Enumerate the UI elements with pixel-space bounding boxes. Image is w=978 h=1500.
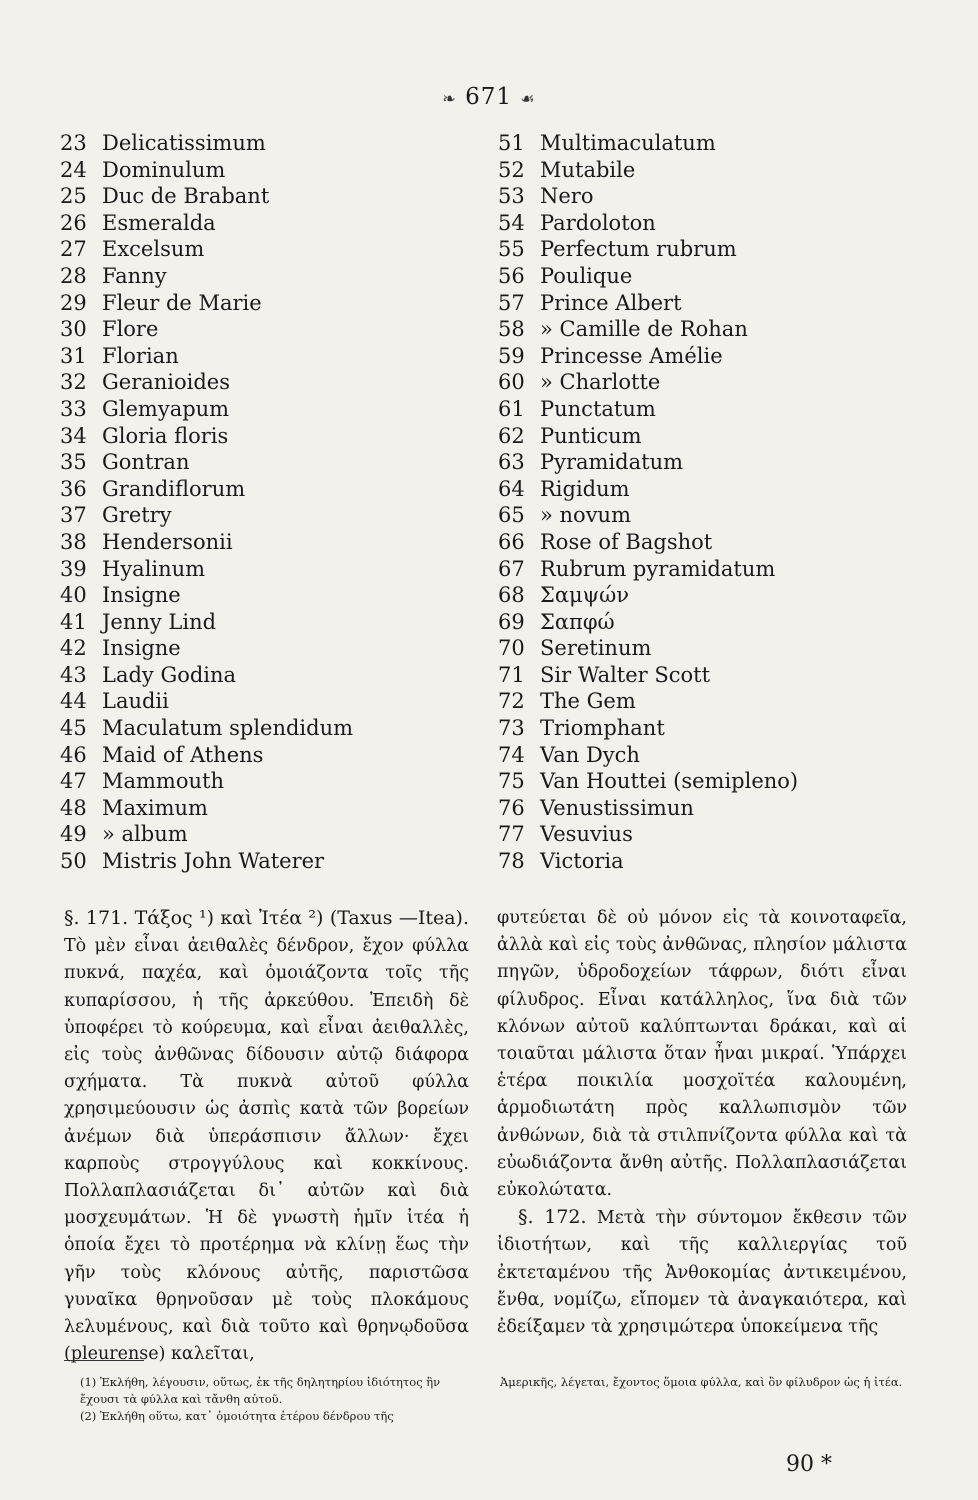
list-item: 51 Multimaculatum xyxy=(498,131,716,155)
list-item: 35 Gontran xyxy=(60,450,190,475)
list-item: 66 Rose of Bagshot xyxy=(498,529,713,554)
list-item: 70 Seretinum xyxy=(498,636,652,661)
section-171-text xyxy=(64,905,469,1368)
list-item: 40 Insigne xyxy=(60,583,181,608)
list-item: 78 Victoria xyxy=(498,849,624,874)
list-item: 68 Σαμψών xyxy=(498,583,630,608)
list-item: 53 Nero xyxy=(498,184,594,209)
list-item: 73 Triomphant xyxy=(498,716,665,741)
section-172-heading: §. 172. xyxy=(518,1206,587,1229)
list-item: 74 Van Dych xyxy=(498,742,640,767)
list-item: 77 Vesuvius xyxy=(498,822,633,847)
list-item: 42 Insigne xyxy=(60,636,181,661)
list-item: 58 » Camille de Rohan xyxy=(498,317,748,342)
ornament-left-icon: ❧ xyxy=(442,89,457,108)
footnote-1: (1) Ἐκλήθη, λέγουσιν, οὕτως, ἐκ τῆς δηλητηρίου ἰδιότητος ἣν ἔχουσι τὰ φύλλα καὶ τἄνθη αὐτοῦ. xyxy=(80,1375,441,1406)
section-171-heading: §. 171. Τάξος ¹) καὶ Ἰτέα ²) (Taxus —Itea). xyxy=(64,907,469,929)
section-171-body: Τὸ μὲν εἶναι ἀειθαλὲς δένδρον, ἔχον φύλλα πυκνά, παχέα, καὶ ὁμοιάζοντα τοῖς τῆς κυπαρίσσου, ἡ τῆς ἀρκεύθου. Ἐπειδὴ δὲ ὑποφέρει τὸ κούρευμα, καὶ εἶναι ἀειθαλλὲς, εἰς τοὺς ἀνθῶνας δίδουσιν αὐτῷ διάφορα σχήματα. Τὰ πυκνὰ αὐτοῦ φύλλα χρησιμεύουσιν ὡς ἀσπὶς κατὰ τῶν βορείων ἀνέμων διὰ ὑπεράσπισιν ἄλλων· ἔχει καρποὺς στρογγύλους καὶ κοκκίνους. Πολλαπλασιάζεται δι᾽ αὐτῶν καὶ διὰ μοσχευμάτων. Ἡ δὲ γνωστὴ ἡμῖν ἰτέα ἡ ὁποία ἔχει τὸ προτέρημα νὰ κλίνῃ ἕως τὴν γῆν τοὺς κλόνους αὐτῆς, παριστῶσα γυναῖκα θρηνοῦσαν μὲ τοὺς πλοκάμους λελυμένους, καὶ διὰ τοῦτο καὶ θρηνῳδοῦσα (pleurense) καλεῖται, xyxy=(64,936,469,1365)
list-item: 26 Esmeralda xyxy=(60,210,216,235)
right-column-text xyxy=(497,905,907,1341)
list-item: 62 Punticum xyxy=(498,423,642,448)
list-item: 36 Grandiflorum xyxy=(60,476,246,501)
list-item: 61 Punctatum xyxy=(498,396,656,421)
list-item: 38 Hendersonii xyxy=(60,529,233,554)
page-number xyxy=(0,84,978,110)
page-number-text: 671 xyxy=(465,84,512,110)
list-item: 63 Pyramidatum xyxy=(498,450,684,475)
list-item: 59 Princesse Amélie xyxy=(498,343,723,368)
list-item: 24 Dominulum xyxy=(60,157,226,182)
list-item: 56 Poulique xyxy=(498,263,633,288)
list-item: 49 » album xyxy=(60,822,188,847)
list-item: 44 Laudii xyxy=(60,689,169,714)
list-item: 31 Florian xyxy=(60,343,179,368)
list-item: 65 » novum xyxy=(498,503,631,528)
section-172-body: Μετὰ τὴν σύντομον ἔκθεσιν τῶν ἰδιοτήτων, καὶ τῆς καλλιεργίας τοῦ ἐκτεταμένου τῆς Ἀνθοκομίας ἀντικειμένου, ἔνθα, νομίζω, εἴπομεν τὰ ἀναγκαιότερα, καὶ ἐδείξαμεν τὰ χρησιμώτερα ὑποκείμενα τῆς xyxy=(497,1208,907,1338)
list-item: 72 The Gem xyxy=(498,689,636,714)
list-item: 30 Flore xyxy=(60,317,159,342)
list-item: 57 Prince Albert xyxy=(498,290,682,315)
list-item: 52 Mutabile xyxy=(498,157,636,182)
list-item: 67 Rubrum pyramidatum xyxy=(498,556,776,581)
list-item: 54 Pardoloton xyxy=(498,210,656,235)
list-item: 64 Rigidum xyxy=(498,476,630,501)
list-item: 29 Fleur de Marie xyxy=(60,290,262,315)
signature-mark: 90 * xyxy=(786,1452,832,1477)
list-item: 55 Perfectum rubrum xyxy=(498,237,737,262)
list-item: 45 Maculatum splendidum xyxy=(60,716,354,741)
list-item: 43 Lady Godina xyxy=(60,662,237,687)
list-item: 47 Mammouth xyxy=(60,769,224,794)
willow-paragraph: φυτεύεται δὲ οὐ μόνον εἰς τὰ κοινοταφεῖα, ἀλλὰ καὶ εἰς τοὺς ἀνθῶνας, πλησίον μάλιστα πηγῶν, ὑδροδοχείων τάφρων, διότι εἶναι φίλυδρος. Εἶναι κατάλληλος, ἵνα διὰ τῶν κλόνων αὐτοῦ καλύπτωνται δράκαι, καὶ αἱ τοιαῦται μάλιστα ὅταν ἦναι μικραί. Ὑπάρχει ἑτέρα ποικιλία μοσχοϊτέα καλουμένη, ἁρμοδιωτάτη πρὸς καλλωπισμὸν τῶν ἀνθώνων, διὰ τὰ στιλπνίζοντα φύλλα καὶ τὰ εὐωδιάζοντα ἄνθη αὐτῆς. Πολλαπλασιάζεται εὐκολώτατα. xyxy=(497,908,907,1201)
list-item: 32 Geranioides xyxy=(60,370,231,395)
list-item: 39 Hyalinum xyxy=(60,556,206,581)
list-item: 41 Jenny Lind xyxy=(60,609,217,634)
list-item: 48 Maximum xyxy=(60,795,208,820)
list-item: 60 » Charlotte xyxy=(498,370,661,395)
list-item: 71 Sir Walter Scott xyxy=(498,662,711,687)
variety-list-right xyxy=(498,130,798,875)
variety-list-left xyxy=(60,130,353,875)
list-item: 34 Gloria floris xyxy=(60,423,229,448)
ornament-right-icon: ☙ xyxy=(520,89,536,108)
footnote-2: (2) Ἐκλήθη οὕτω, κατ᾽ ὁμοιότητα ἑτέρου δένδρου τῆς xyxy=(80,1409,394,1423)
list-item: 25 Duc de Brabant xyxy=(60,184,270,209)
list-item: 75 Van Houttei (semipleno) xyxy=(498,769,799,794)
list-item: 27 Excelsum xyxy=(60,237,205,262)
list-item: 28 Fanny xyxy=(60,263,167,288)
footnotes-left xyxy=(80,1374,480,1425)
list-item: 46 Maid of Athens xyxy=(60,742,264,767)
footnote-continuation: Ἀμερικῆς, λέγεται, ἔχοντος ὅμοια φύλλα, καὶ ὂν φίλυδρον ὡς ἡ ἰτέα. xyxy=(500,1375,903,1389)
list-item: 69 Σαπφώ xyxy=(498,609,615,634)
list-item: 76 Venustissimun xyxy=(498,795,694,820)
list-item: 37 Gretry xyxy=(60,503,172,528)
list-item: 23 Delicatissimum xyxy=(60,131,266,155)
list-item: 33 Glemyapum xyxy=(60,396,230,421)
list-item: 50 Mistris John Waterer xyxy=(60,849,325,874)
footnote-divider xyxy=(64,1360,144,1361)
